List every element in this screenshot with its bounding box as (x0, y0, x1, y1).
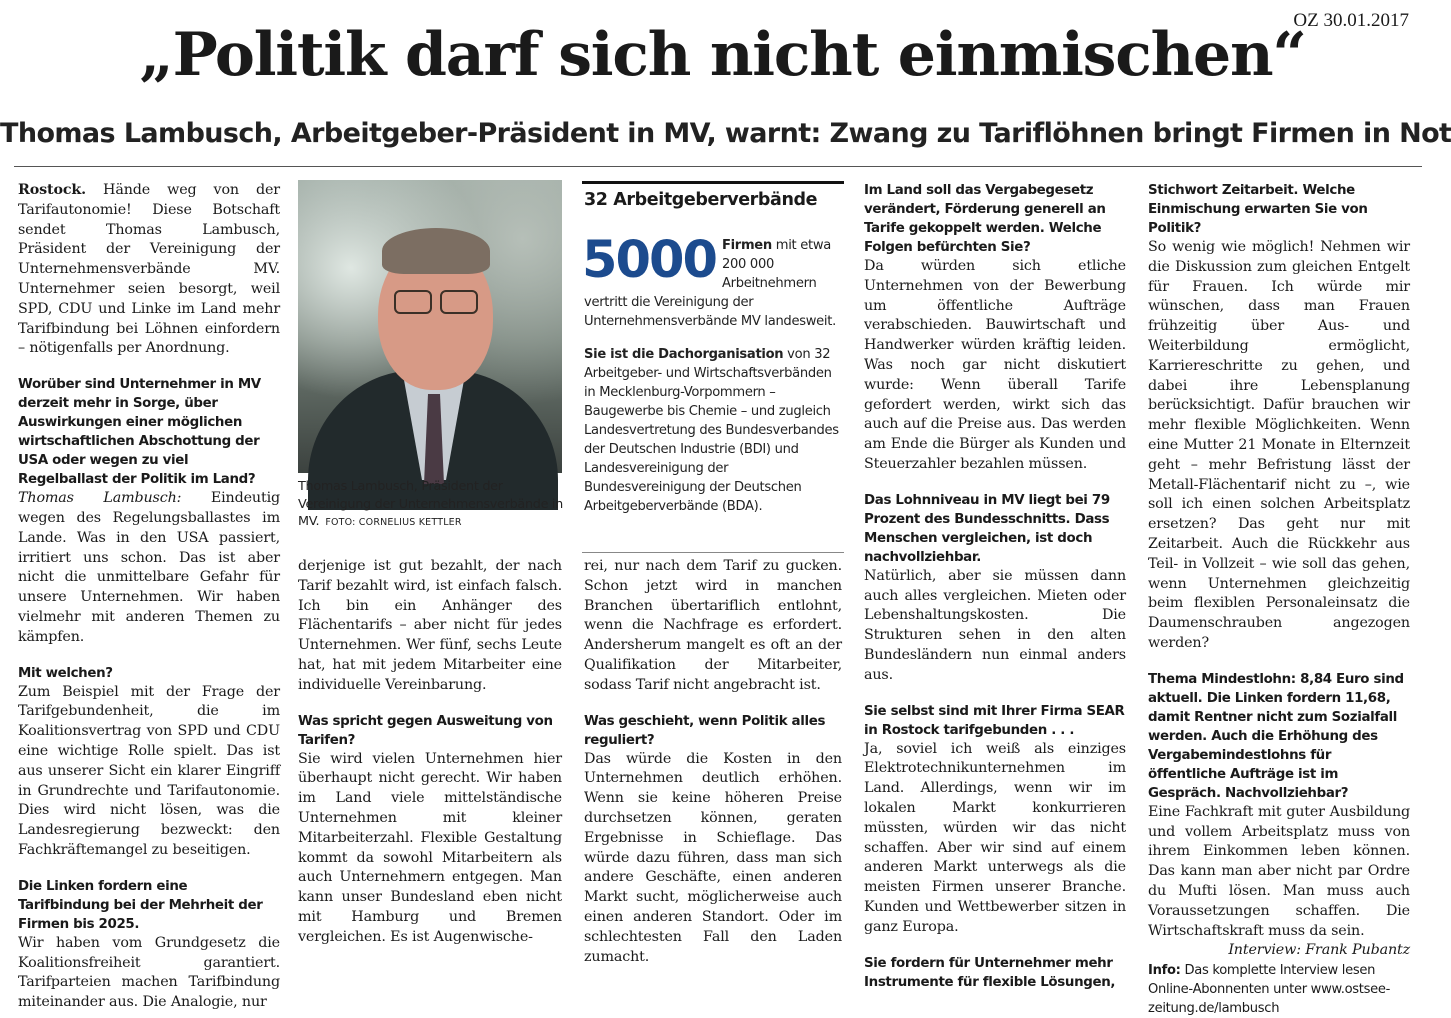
answer-3-continued: derjenige ist gut bezahlt, der nach Tarif bezahlt wird, ist einfach falsch. Ich bin ein Anhänger des Flächentarifs – aber nicht für jedes Unternehmen. Wer fünf, sechs Leute hat, hat mit jedem Mitarbeiter eine individuelle Vereinbarung. (298, 558, 562, 693)
box-paragraph-2 (584, 345, 842, 516)
column-2 (298, 557, 562, 945)
box-p1-bold: Firmen (721, 238, 772, 253)
photo-credit: FOTO: CORNELIUS KETTLER (325, 517, 462, 528)
answer-4-continued: rei, nur nach dem Tarif zu gucken. Schon jetzt wird in manchen Branchen übertariflich entlohnt, wenn die Nachfrage es erfordert. Andersherum mangelt es oft an der Qualifikation der Mitarbeiter, sodass Tarif nicht angebracht ist. (584, 558, 842, 693)
question-2: Mit welchen? (18, 665, 113, 681)
answer-4: Sie wird vielen Unternehmen hier überhaupt nicht gerecht. Wir haben im Land viele mittelständische Unternehmen mit kleiner Mitarbeiterzahl. Flexible Gestaltung kommt da sowohl Mitarbeitern als auch Unternehmern entgegen. Man kann unser Bundesland eben nicht mit Hamburg und Bremen vergleichen. Es ist Augenwische- (298, 750, 562, 945)
box-p2-bold: Sie ist die Dachorganisation (584, 347, 784, 362)
answer-10 (1148, 803, 1410, 959)
answer-9: So wenig wie möglich! Nehmen wir die Diskussion zum gleichen Entgelt für Frauen. Ich würde mir wünschen, dass man Frauen frühzeitig über Aus- und Weiterbildung ermöglicht, Karriereschritte zu gehen, und dabei ihre Lebensplanung berücksichtigt. Dafür brauchen wir mehr flexible Möglichkeiten. Wenn eine Mutter 21 Monate in Elternzeit geht – mehr Befristung lässt der Metall-Flächentarif nicht zu –, wie soll ich einen solchen Arbeitsplatz ersetzen? Das geht nur mit Zeitarbeit. Auch die Rückkehr aus Teil- in Vollzeit – wie soll das gehen, wenn Unternehmen gleichzeitig beim flexiblen Personaleinsatz die Daumenschrauben angezogen werden? (1148, 239, 1410, 651)
answer-10-text: Eine Fachkraft mit guter Ausbildung und vollem Arbeitsplatz muss von ihrem Einkommen leben können. Das kann man aber nicht par Ordre du Mufti lösen. Man muss auch Voraussetzungen schaffen. Die Wirtschaftskraft muss da sein. (1148, 803, 1410, 939)
column-3 (584, 557, 842, 965)
question-10: Thema Mindestlohn: 8,84 Euro sind aktuell. Die Linken fordern 11,68, damit Rentner nicht zum Sozialfall werden. Auch die Erhöhung des Vergabemindestlohns für öffentliche Aufträge ist im Gespräch. Nachvollziehbar? (1148, 671, 1404, 801)
box-p2-text: von 32 Arbeitgeber- und Wirtschaftsverbänden in Mecklenburg-Vorpommern – Baugewerbe bis Chemie – und zugleich Landesvertretung des Bundesverbandes der Deutschen Industrie (BDI) und Landesvereinigung der Bundesvereinigung der Deutschen Arbeitgeberverbände (BDA). (584, 347, 839, 514)
answer-7: Natürlich, aber sie müssen dann auch alles vergleichen. Mieten oder Lebenshaltungskosten. Die Strukturen sehen in den alten Bundesländern nun einmal anders aus. (864, 567, 1126, 683)
column-5 (1148, 181, 1410, 1017)
info-label: Info: (1148, 963, 1181, 979)
box-paragraph-1 (582, 231, 842, 331)
question-3: Die Linken fordern eine Tarifbindung bei der Mehrheit der Firmen bis 2025. (18, 878, 263, 932)
photo-caption (298, 478, 566, 532)
answer-6: Da würden sich etliche Unternehmen von der Bewerbung um öffentliche Aufträge verabschieden. Bauwirtschaft und Handwerker würden kräftig leiden. Was noch gar nicht diskutiert wurde: Wenn überall Tarife gefordert werden, wirkt sich das auch auf die Preise aus. Das werden am Ende die Bürger als Kunden und Steuerzahler bezahlen müssen. (864, 258, 1126, 472)
question-9-continued: Stichwort Zeitarbeit. Welche Einmischung erwarten Sie von Politik? (1148, 183, 1368, 236)
box-bottom-rule (582, 552, 844, 553)
caption-text: Thomas Lambusch, Präsident der Vereinigung der Unternehmensverbände in MV. (298, 479, 563, 529)
question-1: Worüber sind Unternehmer in MV derzeit mehr in Sorge, über Auswirkungen einer möglichen wirtschaftlichen Abschottung der USA oder wegen zu viel Regelballast der Politik im Land? (18, 377, 261, 488)
intro-text: Hände weg von der Tarifautonomie! Diese Botschaft sendet Thomas Lambusch, Präsident der Vereinigung der Unternehmensverbände MV. Unternehmer seien besorgt, weil SPD, CDU und Linke im Land mehr Tarifbindung bei Löhnen einfordern – nötigenfalls per Anordnung. (18, 182, 280, 357)
fact-box (582, 231, 842, 530)
info-note (1148, 961, 1410, 1018)
question-4: Was spricht gegen Ausweitung von Tarifen? (298, 713, 553, 748)
question-7: Das Lohnniveau in MV liegt bei 79 Prozent des Bundesschnitts. Dass Menschen vergleichen, ist doch nachvollziehbar. (864, 492, 1110, 565)
answer-1-text: Eindeutig wegen des Regelungsballastes im Lande. Was in den USA passiert, irritiert uns schon. Das ist aber nicht die unmittelbare Gefahr für unsere Unternehmen. Wir haben vielmehr mit anderen Themen zu kämpfen. (18, 490, 280, 645)
info-text: Das komplette Interview lesen Online-Abonnenten unter www.ostsee-zeitung.de/lambusch (1148, 963, 1391, 1017)
answer-3: Wir haben vom Grundgesetz die Koalitionsfreiheit garantiert. Tarifparteien machen Tarifbindung miteinander aus. Die Analogie, nur (18, 934, 280, 1011)
portrait-photo (298, 180, 562, 473)
subheadline: Thomas Lambusch, Arbeitgeber-Präsident in MV, warnt: Zwang zu Tariflöhnen bringt Firmen in Not (0, 118, 1451, 149)
box-title: 32 Arbeitgeberverbände (584, 190, 818, 210)
big-number: 5000 (582, 231, 716, 290)
box-p1-text: mit etwa 200 000 Arbeitnehmern vertritt die Vereinigung der Unternehmensverbände MV landesweit. (584, 238, 836, 329)
header-rule (14, 166, 1422, 167)
speaker-name: Thomas Lambusch: (18, 490, 182, 507)
interviewer-credit: Interview: Frank Pubantz (1228, 942, 1410, 959)
answer-8: Ja, soviel ich weiß als einziges Elektrotechnikunternehmen im Land. Allerdings, wenn wir im lokalen Markt konkurrieren müssten, würden wir das nicht schaffen. Aber wir sind auf einem anderen Markt unterwegs als die meisten Firmen unserer Branche. Kunden und Wettbewerber sitzen in ganz Europa. (864, 740, 1126, 935)
question-8: Sie selbst sind mit Ihrer Firma SEAR in Rostock tarifgebunden . . . (864, 703, 1125, 738)
question-9: Sie fordern für Unternehmer mehr Instrumente für flexible Lösungen, (864, 955, 1116, 990)
answer-5: Das würde die Kosten in den Unternehmen deutlich erhöhen. Wenn sie keine höheren Preise durchsetzen können, geraten Ergebnisse in Schieflage. Das würde dazu führen, dass man sich andere Geschäfte, einen anderen Markt sucht, möglicherweise auch einen anderen Standort. Oder im schlechtesten Fall den Laden zumacht. (584, 750, 842, 965)
column-4 (864, 181, 1126, 990)
headline: „Politik darf sich nicht einmischen“ (139, 20, 1306, 90)
intro-paragraph (18, 181, 280, 359)
answer-2: Zum Beispiel mit der Frage der Tarifgebundenheit, die im Koalitionsvertrag von SPD und CDU eine wichtige Rolle spielt. Das ist aus unserer Sicht ein klarer Eingriff in Grundrechte und Tarifautonomie. Dies wird nicht lösen, was die Landesregierung bezweckt: den Fachkräftemangel zu beseitigen. (18, 683, 280, 858)
answer-1 (18, 489, 280, 647)
dateline: Rostock. (18, 182, 86, 198)
question-6: Im Land soll das Vergabegesetz verändert, Förderung generell an Tarife gekoppelt werden. Welche Folgen befürchten Sie? (864, 183, 1106, 255)
source-date: OZ 30.01.2017 (1293, 10, 1409, 31)
box-top-rule (582, 181, 844, 184)
column-1 (18, 181, 280, 1011)
question-5: Was geschieht, wenn Politik alles reguliert? (584, 713, 826, 748)
